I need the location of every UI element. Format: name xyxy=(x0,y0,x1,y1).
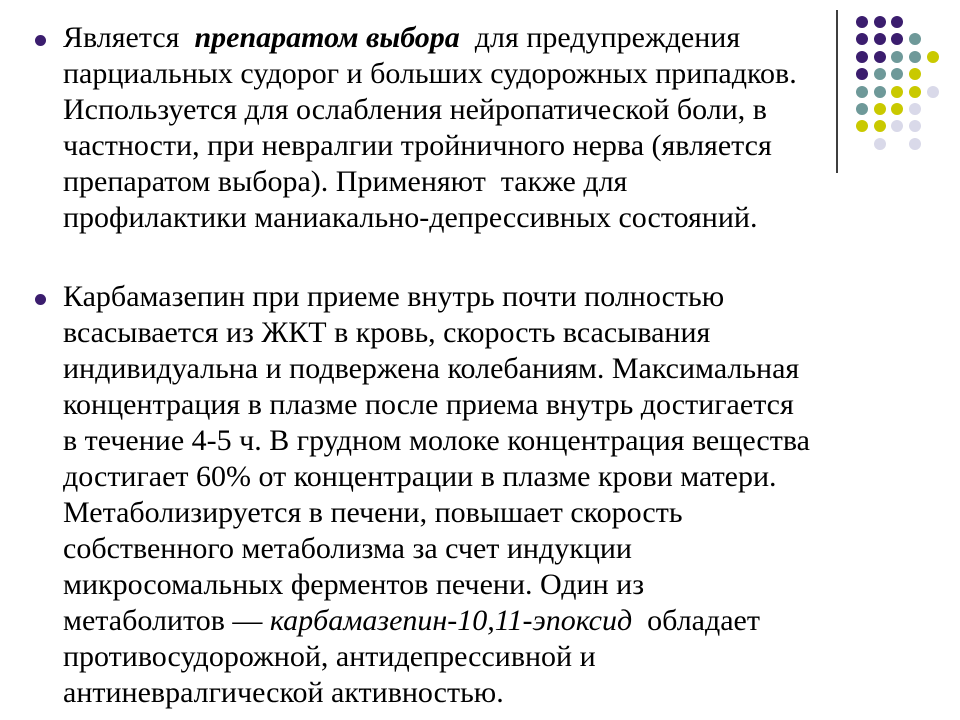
text-line xyxy=(63,639,873,675)
decor-dot xyxy=(909,33,921,45)
decor-dot xyxy=(909,103,921,115)
text-segment: для предупреждения xyxy=(459,21,741,54)
text-line xyxy=(63,603,873,639)
text-line xyxy=(63,387,873,423)
decor-dot xyxy=(909,51,921,63)
text-segment: профилактики маниакально-депрессивных состояний. xyxy=(63,201,758,234)
decor-dot xyxy=(874,16,886,28)
decor-dot xyxy=(874,120,886,132)
text-line xyxy=(63,351,873,387)
decor-dot xyxy=(891,86,903,98)
text-segment: собственного метаболизма за счет индукции xyxy=(63,532,632,565)
text-segment: метаболитов — xyxy=(63,604,270,637)
text-segment: всасывается из ЖКТ в кровь, скорость всасывания xyxy=(63,316,711,349)
bullet-marker-icon xyxy=(35,294,46,305)
text-line xyxy=(63,459,873,495)
text-segment: антиневралгической активностью. xyxy=(63,676,504,709)
decor-dot xyxy=(909,68,921,80)
bullet-list xyxy=(63,20,873,711)
text-line xyxy=(63,423,873,459)
text-segment: противосудорожной, антидепрессивной и xyxy=(63,640,596,673)
text-segment: микросомальных ферментов печени. Один из xyxy=(63,568,645,601)
text-line xyxy=(63,20,873,56)
decor-dot xyxy=(909,120,921,132)
bullet-text xyxy=(63,279,873,711)
decor-dot xyxy=(874,103,886,115)
text-line xyxy=(63,567,873,603)
text-segment: обладает xyxy=(632,604,760,637)
text-line xyxy=(63,531,873,567)
text-line xyxy=(63,56,873,92)
emphasized-text-segment: препаратом выбора xyxy=(194,21,460,54)
decor-dot xyxy=(891,68,903,80)
text-segment: в течение 4-5 ч. В грудном молоке концентрация вещества xyxy=(63,424,810,457)
decor-dot xyxy=(927,86,939,98)
decor-dot xyxy=(874,86,886,98)
decor-dot xyxy=(891,120,903,132)
decor-dot xyxy=(874,33,886,45)
text-segment: частности, при невралгии тройничного нерва (является xyxy=(63,129,772,162)
text-segment: Метаболизируется в печени, повышает скорость xyxy=(63,496,683,529)
text-line xyxy=(63,92,873,128)
bullet-marker-icon xyxy=(35,35,46,46)
decor-dot xyxy=(891,103,903,115)
text-segment: индивидуальна и подвержена колебаниям. Максимальная xyxy=(63,352,800,385)
decor-dot xyxy=(891,33,903,45)
text-line xyxy=(63,495,873,531)
emphasized-text-segment: карбамазепин-10,11-эпоксид xyxy=(269,604,633,637)
text-line xyxy=(63,128,873,164)
text-segment: препаратом выбора). Применяют также для xyxy=(63,165,628,198)
decor-dot xyxy=(909,138,921,150)
decor-dot xyxy=(874,138,886,150)
text-line xyxy=(63,279,873,315)
bullet-text xyxy=(63,20,873,236)
text-line xyxy=(63,164,873,200)
text-line xyxy=(63,315,873,351)
text-segment: достигает 60% от концентрации в плазме крови матери. xyxy=(63,460,777,493)
decor-dot xyxy=(909,86,921,98)
bullet-item-2 xyxy=(63,279,873,711)
text-segment: Используется для ослабления нейропатической боли, в xyxy=(63,93,767,126)
decor-dot xyxy=(874,68,886,80)
text-segment: Карбамазепин при приеме внутрь почти полностью xyxy=(63,280,725,313)
decor-dot xyxy=(891,16,903,28)
bullet-item-1 xyxy=(63,20,873,236)
text-segment: парциальных судорог и больших судорожных припадков. xyxy=(63,57,797,90)
decor-dot xyxy=(927,51,939,63)
text-line xyxy=(63,200,873,236)
text-segment: концентрация в плазме после приема внутрь достигается xyxy=(63,388,794,421)
text-segment: Является xyxy=(63,21,195,54)
decor-dot xyxy=(874,51,886,63)
decor-dot xyxy=(891,51,903,63)
text-line xyxy=(63,675,873,711)
